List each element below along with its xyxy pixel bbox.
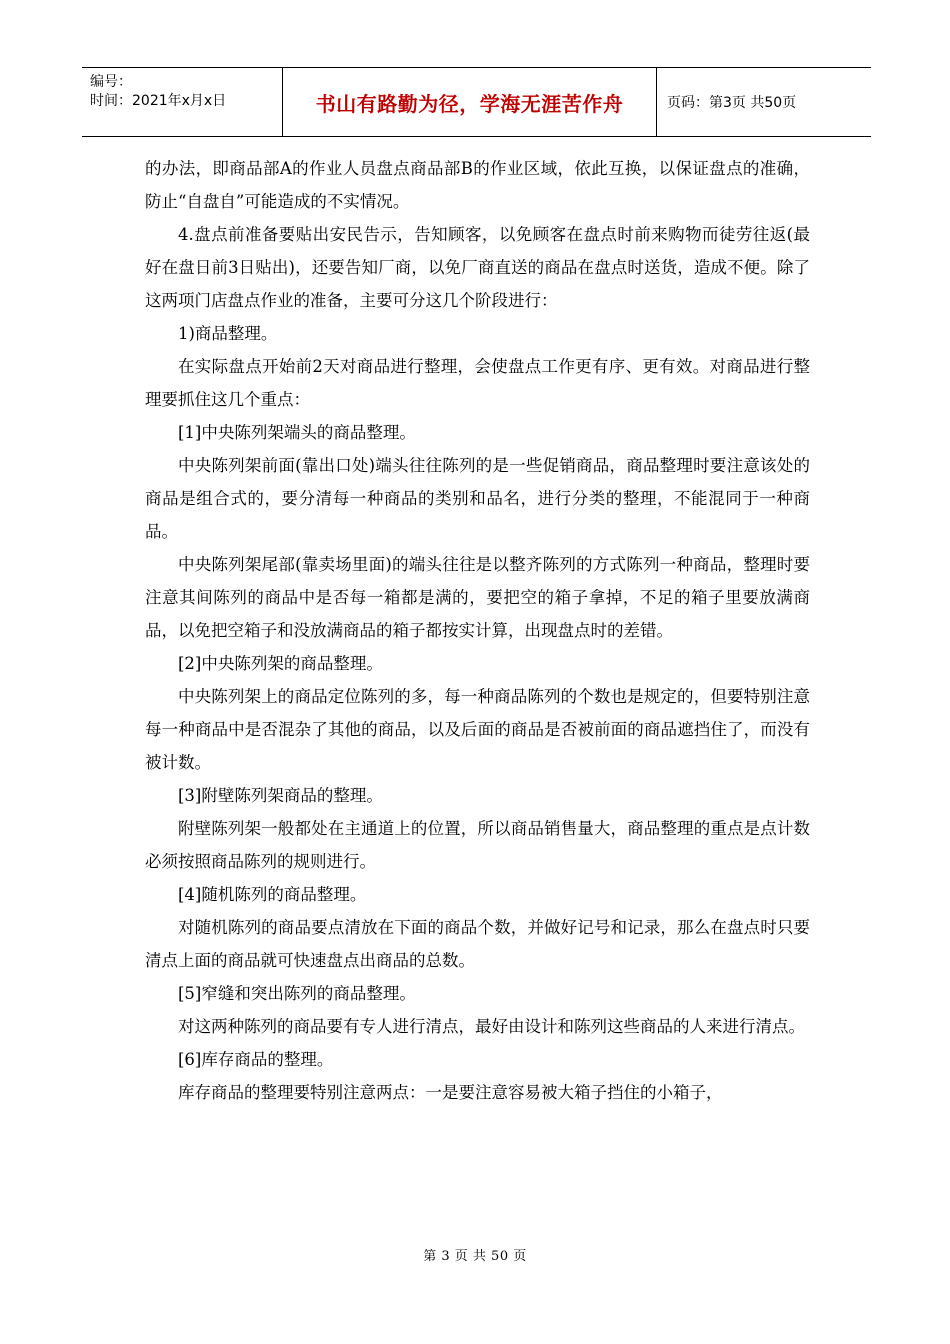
subheading-2: [2]中央陈列架的商品整理。 [178, 654, 383, 673]
subheading-1: [1]中央陈列架端头的商品整理。 [178, 423, 416, 442]
paragraph-10: 库存商品的整理要特别注意两点：一是要注意容易被大箱子挡住的小箱子， [178, 1083, 723, 1102]
paragraph-6: 中央陈列架上的商品定位陈列的多，每一种商品陈列的个数也是规定的，但要特别注意每一种商品中是否混杂了其他的商品，以及后面的商品是否被前面的商品遮挡住了，而没有被计数。 [145, 687, 810, 772]
header-page-info: 页码：第3页 共50页 [667, 95, 797, 111]
paragraph-7: 附壁陈列架一般都处在主通道上的位置，所以商品销售量大，商品整理的重点是点计数必须按照商品陈列的规则进行。 [145, 819, 810, 871]
subheading-3: [3]附壁陈列架商品的整理。 [178, 786, 383, 805]
paragraph-5: 中央陈列架尾部(靠卖场里面)的端头往往是以整齐陈列的方式陈列一种商品，整理时要注意其间陈列的商品中是否每一箱都是满的，要把空的箱子拿掉，不足的箱子里要放满商品，以免把空箱子和没放满商品的箱子都按实计算，出现盘点时的差错。 [145, 555, 810, 640]
paragraph-4: 中央陈列架前面(靠出口处)端头往往陈列的是一些促销商品，商品整理时要注意该处的商品是组合式的，要分清每一种商品的类别和品名，进行分类的整理，不能混同于一种商品。 [145, 456, 810, 541]
doc-time-label: 时间：2021年x月x日 [90, 93, 227, 109]
paragraph-2: 4.盘点前准备要贴出安民告示，告知顾客，以免顾客在盘点时前来购物而徒劳往返(最好在盘日前3日贴出)，还要告知厂商，以免厂商直送的商品在盘点时送货，造成不便。除了这两项门店盘点作业的准备，主要可分这几个阶段进行： [145, 225, 810, 310]
subheading-4: [4]随机陈列的商品整理。 [178, 885, 367, 904]
document-body [145, 152, 810, 1109]
paragraph-3: 在实际盘点开始前2天对商品进行整理，会使盘点工作更有序、更有效。对商品进行整理要抓住这几个重点： [145, 357, 810, 409]
section-heading-1: 1)商品整理。 [178, 324, 278, 343]
header-slogan: 书山有路勤为径，学海无涯苦作舟 [283, 68, 657, 136]
paragraph-8: 对随机陈列的商品要点清放在下面的商品个数，并做好记号和记录，那么在盘点时只要清点上面的商品就可快速盘点出商品的总数。 [145, 918, 810, 970]
subheading-6: [6]库存商品的整理。 [178, 1050, 334, 1069]
doc-number-label: 编号： [90, 74, 132, 90]
paragraph-9: 对这两种陈列的商品要有专人进行清点，最好由设计和陈列这些商品的人来进行清点。 [178, 1017, 805, 1036]
subheading-5: [5]窄缝和突出陈列的商品整理。 [178, 984, 416, 1003]
paragraph-1: 的办法，即商品部A的作业人员盘点商品部B的作业区域，依此互换，以保证盘点的准确，防止“自盘自”可能造成的不实情况。 [145, 159, 810, 211]
document-header [82, 67, 871, 137]
page-footer: 第 3 页 共 50 页 [423, 1249, 527, 1264]
header-meta [82, 68, 283, 136]
